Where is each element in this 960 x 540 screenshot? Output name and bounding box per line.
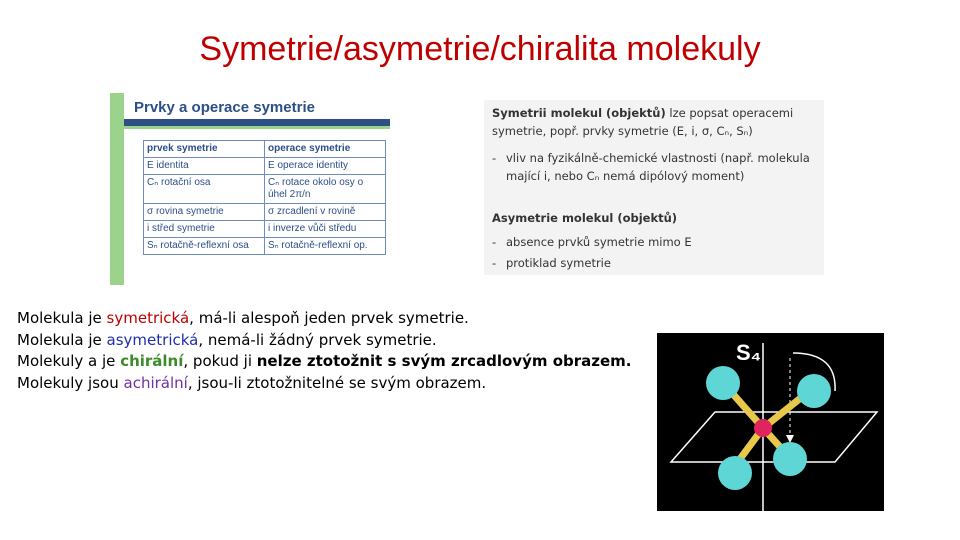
info-bullet-1a: vliv na fyzikálně-chemické vlastnosti (např. molekula: [506, 151, 810, 165]
slide-title: Symetrie/asymetrie/chiralita molekuly: [199, 30, 761, 68]
central-atom: [754, 419, 772, 437]
table-header-cell: operace symetrie: [265, 141, 386, 158]
definition-text: [17, 308, 632, 394]
table-cell: i inverze vůči středu: [265, 221, 386, 238]
panel-title-bar: [124, 119, 390, 126]
symmetry-table-panel: [110, 93, 390, 285]
info-line-2: symetrie, popř. prvky symetrie (E, i, σ, Cₙ, Sₙ): [492, 124, 753, 138]
info-heading-1-rest: lze popsat operacemi: [665, 106, 794, 120]
table-cell: Cₙ rotační osa: [144, 175, 265, 204]
info-heading-2: [492, 211, 677, 225]
table-row: [144, 221, 386, 238]
text-run: Molekula je: [17, 309, 107, 327]
table-cell: Sₙ rotačně-reflexní osa: [144, 238, 265, 255]
definition-line-asymmetric: [17, 330, 632, 352]
term-achiral: achirální: [123, 373, 188, 392]
text-run: , jsou-li ztotožnitelné se svým obrazem.: [187, 373, 487, 392]
info-bullet-1b: mající i, nebo Cₙ nemá dipólový moment): [506, 169, 745, 183]
definition-line-symmetric: [17, 308, 632, 330]
info-bullet-2: absence prvků symetrie mimo E: [506, 235, 692, 249]
text-run: , nemá-li žádný prvek symetrie.: [198, 330, 437, 349]
panel-side-stripe: [110, 93, 124, 285]
info-bullet-dash: -: [492, 235, 497, 249]
outer-atom: [797, 374, 831, 408]
info-heading-line: [492, 106, 793, 120]
table-cell: Sₙ rotačně-reflexní op.: [265, 238, 386, 255]
table-row: [144, 204, 386, 221]
text-run: Molekuly a je: [17, 352, 121, 370]
s4-molecule-figure: [657, 333, 884, 511]
table-cell: E operace identity: [265, 158, 386, 175]
text-run: , má-li alespoň jeden prvek symetrie.: [189, 309, 469, 327]
outer-atom: [706, 366, 740, 400]
s4-molecule-drawing: [657, 333, 884, 511]
panel-title-underline: [124, 126, 390, 129]
table-row: [144, 175, 386, 204]
table-cell: σ zrcadlení v rovině: [265, 204, 386, 221]
definition-line-achiral: [17, 373, 632, 395]
term-chiral: chirální: [120, 352, 184, 370]
table-row: [144, 238, 386, 255]
text-run: Molekuly jsou: [17, 373, 124, 392]
table-row: [144, 158, 386, 175]
table-header-cell: prvek symetrie: [144, 141, 265, 158]
table-header-row: [144, 141, 386, 158]
text-run-bold: nelze ztotožnit s svým zrcadlovým obrazem.: [256, 352, 632, 370]
table-cell: i střed symetrie: [144, 221, 265, 238]
panel-title: Prvky a operace symetrie: [134, 99, 315, 116]
text-run: , pokud ji: [183, 352, 257, 370]
info-bullet-dash: -: [492, 256, 497, 270]
term-asymmetric: asymetrická: [106, 330, 199, 349]
info-heading-2-text: Asymetrie molekul (objektů): [492, 211, 678, 225]
outer-atom: [718, 456, 752, 490]
definition-line-chiral: [17, 351, 632, 373]
table-cell: σ rovina symetrie: [144, 204, 265, 221]
s4-label: S₄: [736, 340, 762, 365]
symmetry-info-box: [484, 100, 824, 275]
table-cell: Cₙ rotace okolo osy o úhel 2π/n: [265, 175, 386, 204]
table-cell: E identita: [144, 158, 265, 175]
text-run: Molekula je: [17, 330, 107, 349]
info-bullet-3: protiklad symetrie: [506, 256, 611, 270]
term-symmetric: symetrická: [106, 309, 190, 327]
symmetry-table: [143, 140, 386, 255]
info-heading-1: Symetrii molekul (objektů): [492, 106, 666, 120]
info-bullet-dash: -: [492, 151, 497, 165]
outer-atom: [773, 442, 807, 476]
arrow-head-icon: [786, 435, 794, 443]
